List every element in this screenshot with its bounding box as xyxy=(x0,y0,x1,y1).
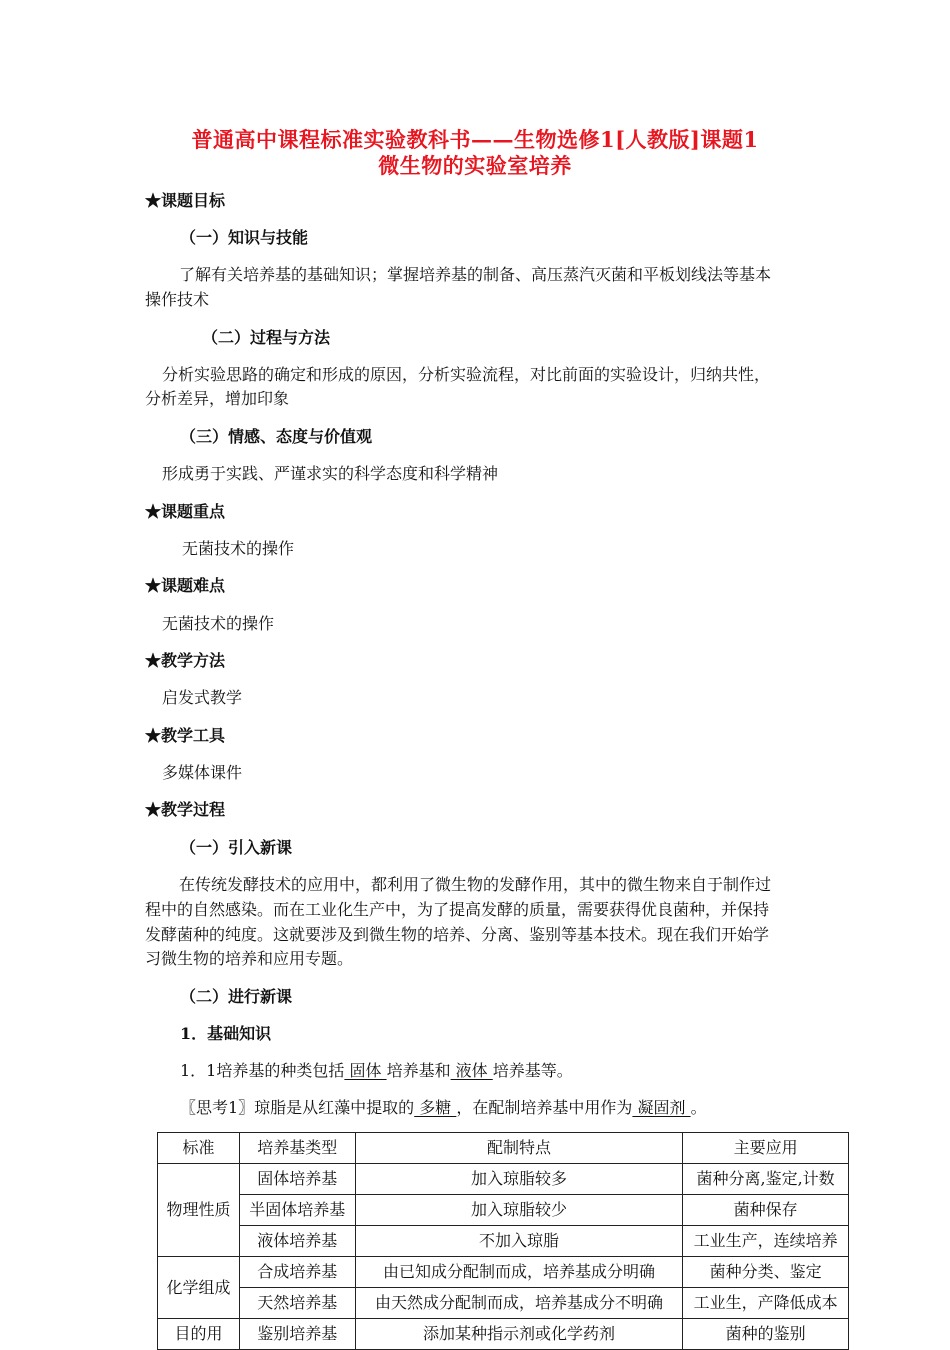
cell-preparation: 由已知成分配制而成，培养基成分明确 xyxy=(355,1257,682,1288)
tool-text: 多媒体课件 xyxy=(162,763,243,782)
method-heading: ★教学方法 xyxy=(145,651,226,670)
intro-paragraph-line-2: 程中的自然感染。而在工业化生产中，为了提高发酵的质量，需要获得优良菌种，并保持 xyxy=(145,900,770,919)
table-row xyxy=(158,1319,849,1350)
header-media-type: 培养基类型 xyxy=(239,1133,355,1164)
cell-preparation: 加入琼脂较少 xyxy=(355,1195,682,1226)
cell-application: 工业生产，连续培养 xyxy=(683,1226,849,1257)
goal-process-text-1: 分析实验思路的确定和形成的原因，分析实验流程，对比前面的实验设计，归纳共性， xyxy=(162,365,771,384)
answer-solid: 固体 xyxy=(344,1061,387,1080)
cell-type: 合成培养基 xyxy=(239,1257,355,1288)
goal-attitude-heading: （三）情感、态度与价值观 xyxy=(180,427,373,446)
goal-process-text-2: 分析差异，增加印象 xyxy=(145,389,290,408)
goal-knowledge-text-2: 操作技术 xyxy=(145,290,210,309)
cell-preparation: 添加某种指示剂或化学药剂 xyxy=(355,1319,682,1350)
cell-preparation: 加入琼脂较多 xyxy=(355,1164,682,1195)
table-row xyxy=(158,1195,849,1226)
group-chemical: 化学组成 xyxy=(158,1257,240,1319)
answer-coagulant: 凝固剂 xyxy=(632,1098,691,1117)
title-line-2: 微生物的实验室培养 xyxy=(378,153,572,178)
media-types-table xyxy=(157,1132,849,1350)
header-standard: 标准 xyxy=(158,1133,240,1164)
cell-preparation: 不加入琼脂 xyxy=(355,1226,682,1257)
intro-paragraph-line-3: 发酵菌种的纯度。这就要涉及到微生物的培养、分离、鉴别等基本技术。现在我们开始学 xyxy=(145,925,770,944)
cell-application: 菌种分类、鉴定 xyxy=(683,1257,849,1288)
title-line-1: 普通高中课程标准实验教科书——生物选修1[人教版]课题1 xyxy=(191,127,759,152)
cell-type: 半固体培养基 xyxy=(239,1195,355,1226)
goal-knowledge-heading: （一）知识与技能 xyxy=(180,228,309,247)
think-question-1 xyxy=(180,1098,707,1118)
process-heading: ★教学过程 xyxy=(145,800,226,819)
goal-knowledge-text-1: 了解有关培养基的基础知识；掌握培养基的制备、高压蒸汽灭菌和平板划线法等基本 xyxy=(179,265,772,284)
goal-heading: ★课题目标 xyxy=(145,191,226,210)
cell-type: 鉴别培养基 xyxy=(239,1319,355,1350)
header-application: 主要应用 xyxy=(683,1133,849,1164)
cell-application: 菌种的鉴别 xyxy=(683,1319,849,1350)
media-types-suffix: 培养基等。 xyxy=(492,1061,573,1080)
think-suffix: 。 xyxy=(690,1098,707,1117)
intro-paragraph-line-4: 习微生物的培养和应用专题。 xyxy=(145,949,354,968)
media-types-sentence xyxy=(180,1061,573,1081)
intro-heading: （一）引入新课 xyxy=(180,838,293,857)
difficulty-text: 无菌技术的操作 xyxy=(162,614,275,633)
table-header-row xyxy=(158,1133,849,1164)
media-types-prefix: 1．1培养基的种类包括 xyxy=(180,1061,345,1080)
tool-heading: ★教学工具 xyxy=(145,726,226,745)
difficulty-heading: ★课题难点 xyxy=(145,576,226,595)
media-types-middle: 培养基和 xyxy=(386,1061,451,1080)
group-physical: 物理性质 xyxy=(158,1164,240,1257)
cell-preparation: 由天然成分配制而成，培养基成分不明确 xyxy=(355,1288,682,1319)
key-point-text: 无菌技术的操作 xyxy=(182,539,295,558)
basic-knowledge-heading: 1．基础知识 xyxy=(180,1024,272,1043)
cell-type: 固体培养基 xyxy=(239,1164,355,1195)
answer-liquid: 液体 xyxy=(450,1061,493,1080)
table-row xyxy=(158,1288,849,1319)
intro-paragraph-line-1: 在传统发酵技术的应用中，都利用了微生物的发酵作用，其中的微生物来自于制作过 xyxy=(179,875,772,894)
header-preparation: 配制特点 xyxy=(355,1133,682,1164)
key-point-heading: ★课题重点 xyxy=(145,502,226,521)
cell-application: 工业生，产降低成本 xyxy=(683,1288,849,1319)
cell-type: 液体培养基 xyxy=(239,1226,355,1257)
cell-type: 天然培养基 xyxy=(239,1288,355,1319)
think-middle: ，在配制培养基中用作为 xyxy=(456,1098,633,1117)
table-row xyxy=(158,1226,849,1257)
think-prefix: 〖思考1〗琼脂是从红藻中提取的 xyxy=(180,1098,415,1117)
group-purpose: 目的用 xyxy=(158,1319,240,1350)
table-row xyxy=(158,1257,849,1288)
answer-polysaccharide: 多糖 xyxy=(414,1098,457,1117)
method-text: 启发式教学 xyxy=(162,688,243,707)
goal-attitude-text: 形成勇于实践、严谨求实的科学态度和科学精神 xyxy=(162,464,499,483)
cell-application: 菌种分离,鉴定,计数 xyxy=(683,1164,849,1195)
cell-application: 菌种保存 xyxy=(683,1195,849,1226)
table-row xyxy=(158,1164,849,1195)
new-lesson-heading: （二）进行新课 xyxy=(180,987,293,1006)
goal-process-heading: （二）过程与方法 xyxy=(202,328,331,347)
